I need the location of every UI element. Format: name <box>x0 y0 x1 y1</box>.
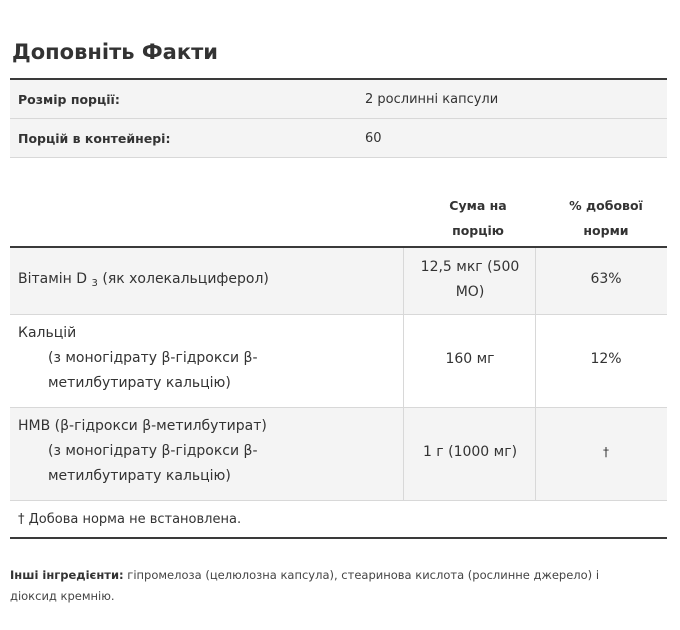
nutrient-amount <box>405 255 535 305</box>
nutrient-name-line1: HMB (β-гідрокси β-метилбутират) <box>18 418 267 434</box>
nutrient-name <box>18 267 398 296</box>
amount-header-line1: Сума на <box>449 198 507 213</box>
other-ingredients-text-line2: діоксид кремнію. <box>10 589 115 603</box>
servings-per-container-row <box>10 119 667 158</box>
column-divider <box>535 315 536 407</box>
serving-size-row <box>10 80 667 119</box>
nutrient-name-line1: Кальцій <box>18 325 77 341</box>
nutrient-daily-value: 63% <box>590 271 622 287</box>
amount-per-serving-header <box>413 193 543 243</box>
dv-header-line2: норми <box>583 223 629 238</box>
dv-header-line1: % добової <box>569 198 643 213</box>
other-ingredients-text-line1: гіпромелоза (целюлозна капсула), стеаринова кислота (рослинне джерело) і <box>123 568 600 582</box>
nutrient-name-rest: (як холекальциферол) <box>97 271 269 287</box>
amount-header-line2: порцію <box>452 223 504 238</box>
serving-size-value: 2 рослинні капсули <box>365 92 499 107</box>
nutrient-row-hmb <box>10 408 667 501</box>
column-divider <box>403 408 404 500</box>
servings-per-container-label: Порцій в контейнері: <box>18 131 171 146</box>
nutrient-name-line2: (з моногідрату β-гідрокси β- <box>48 443 258 459</box>
other-ingredients <box>10 565 665 607</box>
nutrient-daily-value: 12% <box>590 351 622 367</box>
nutrient-name-line3: метилбутирату кальцію) <box>48 468 231 484</box>
serving-size-label: Розмір порції: <box>18 92 120 107</box>
nutrient-name <box>18 414 398 489</box>
bottom-divider <box>10 537 667 539</box>
column-divider <box>403 315 404 407</box>
nutrient-daily-value: † <box>603 445 609 459</box>
nutrient-amount-line2: МО) <box>455 284 485 300</box>
nutrient-amount: 160 мг <box>445 351 495 367</box>
column-divider <box>535 248 536 314</box>
nutrient-amount: 1 г (1000 мг) <box>422 444 518 460</box>
footnote: † Добова норма не встановлена. <box>18 512 242 527</box>
other-ingredients-label: Інші інгредієнти: <box>10 568 124 582</box>
nutrient-name-subscript: 3 <box>91 278 98 289</box>
nutrient-name <box>18 321 398 396</box>
column-divider <box>535 408 536 500</box>
nutrient-name-main: Вітамін D <box>18 271 88 287</box>
nutrient-name-line3: метилбутирату кальцію) <box>48 375 231 391</box>
page-title: Доповніть Факти <box>12 40 218 64</box>
column-divider <box>403 248 404 314</box>
nutrient-row-calcium <box>10 315 667 408</box>
nutrient-amount-line1: 12,5 мкг (500 <box>420 259 520 275</box>
nutrient-row-vitamin-d <box>10 248 667 315</box>
daily-value-header <box>545 193 667 243</box>
table-header <box>10 183 667 247</box>
nutrient-name-line2: (з моногідрату β-гідрокси β- <box>48 350 258 366</box>
servings-per-container-value: 60 <box>365 131 382 146</box>
